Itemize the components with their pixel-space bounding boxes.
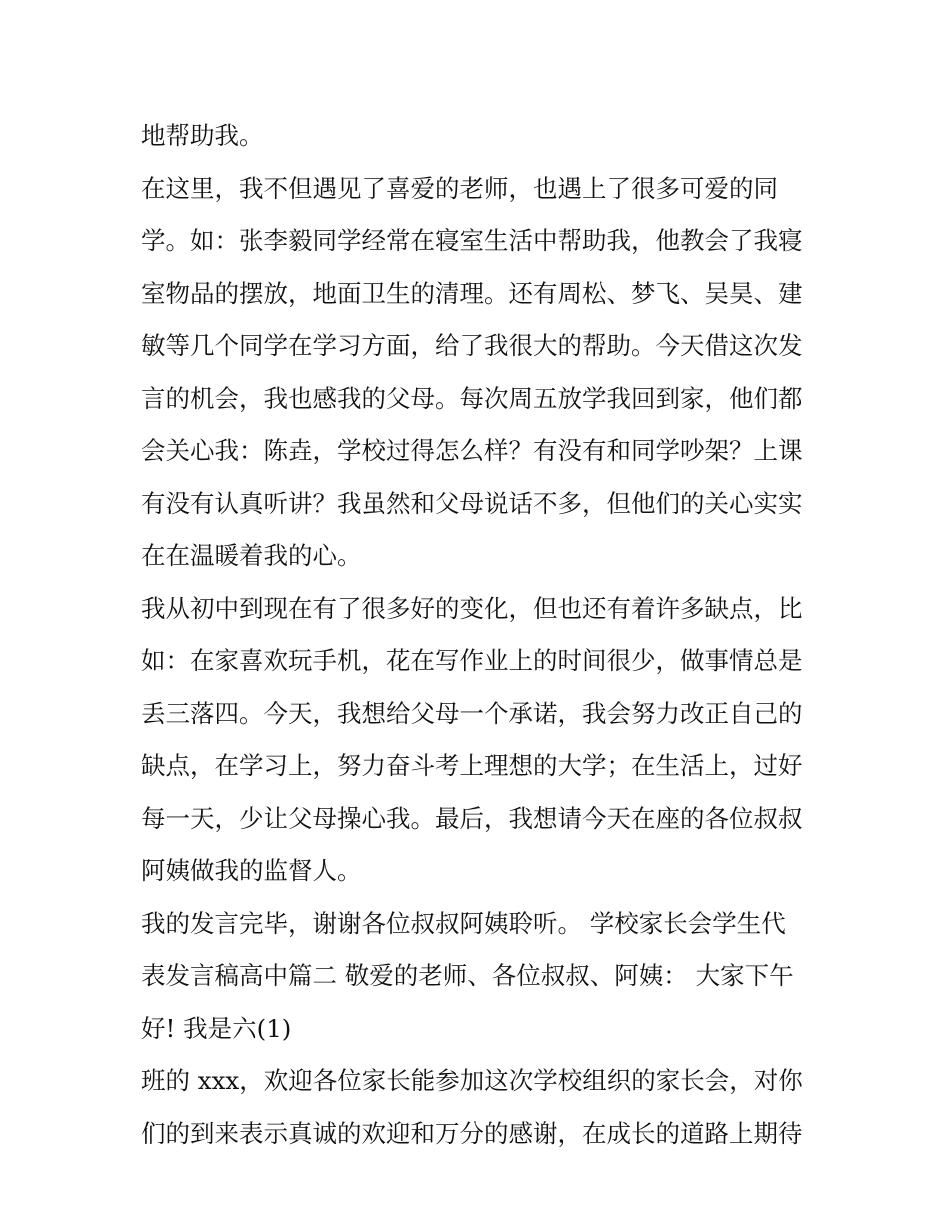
text-line: 我的发言完毕，谢谢各位叔叔阿姨聆听。 学校家长会学生代 (141, 908, 786, 938)
text-line: 敏等几个同学在学习方面，给了我很大的帮助。今天借这次发 (141, 331, 803, 360)
text-line: 们的到来表示真诚的欢迎和万分的感谢，在成长的道路上期待 (141, 1118, 803, 1148)
text-line: 会关心我：陈垚，学校过得怎么样？有没有和同学吵架？上课 (141, 436, 803, 465)
text-line: 表发言稿高中篇二 敬爱的老师、各位叔叔、阿姨： 大家下午 (141, 961, 794, 990)
text-line: 班的 xxx，欢迎各位家长能参加这次学校组织的家长会，对你 (141, 1066, 803, 1095)
text-line: 阿姨做我的监督人。 (141, 856, 362, 885)
text-line: 我从初中到现在有了很多好的变化，但也还有着许多缺点，比 (141, 593, 803, 623)
text-line: 学。如：张李毅同学经常在寝室生活中帮助我，他教会了我寝 (141, 226, 803, 255)
text-line: 在这里，我不但遇见了喜爱的老师，也遇上了很多可爱的同 (141, 173, 778, 203)
text-line: 如：在家喜欢玩手机，花在写作业上的时间很少，做事情总是 (141, 646, 803, 675)
text-line: 地帮助我。 (141, 121, 264, 150)
text-line: 丢三落四。今天，我想给父母一个承诺，我会努力改正自己的 (141, 698, 803, 728)
text-line: 言的机会，我也感我的父母。每次周五放学我回到家，他们都 (141, 383, 803, 413)
text-line: 室物品的摆放，地面卫生的清理。还有周松、梦飞、吴昊、建 (141, 278, 803, 308)
text-line: 在在温暖着我的心。 (141, 541, 362, 570)
text-line: 好! 我是六(1) (141, 1013, 292, 1043)
text-line: 有没有认真听讲？我虽然和父母说话不多，但他们的关心实实 (141, 488, 803, 518)
text-line: 缺点，在学习上，努力奋斗考上理想的大学；在生活上，过好 (141, 751, 803, 780)
text-line: 每一天，少让父母操心我。最后，我想请今天在座的各位叔叔 (141, 803, 803, 833)
document-body (141, 110, 821, 1160)
